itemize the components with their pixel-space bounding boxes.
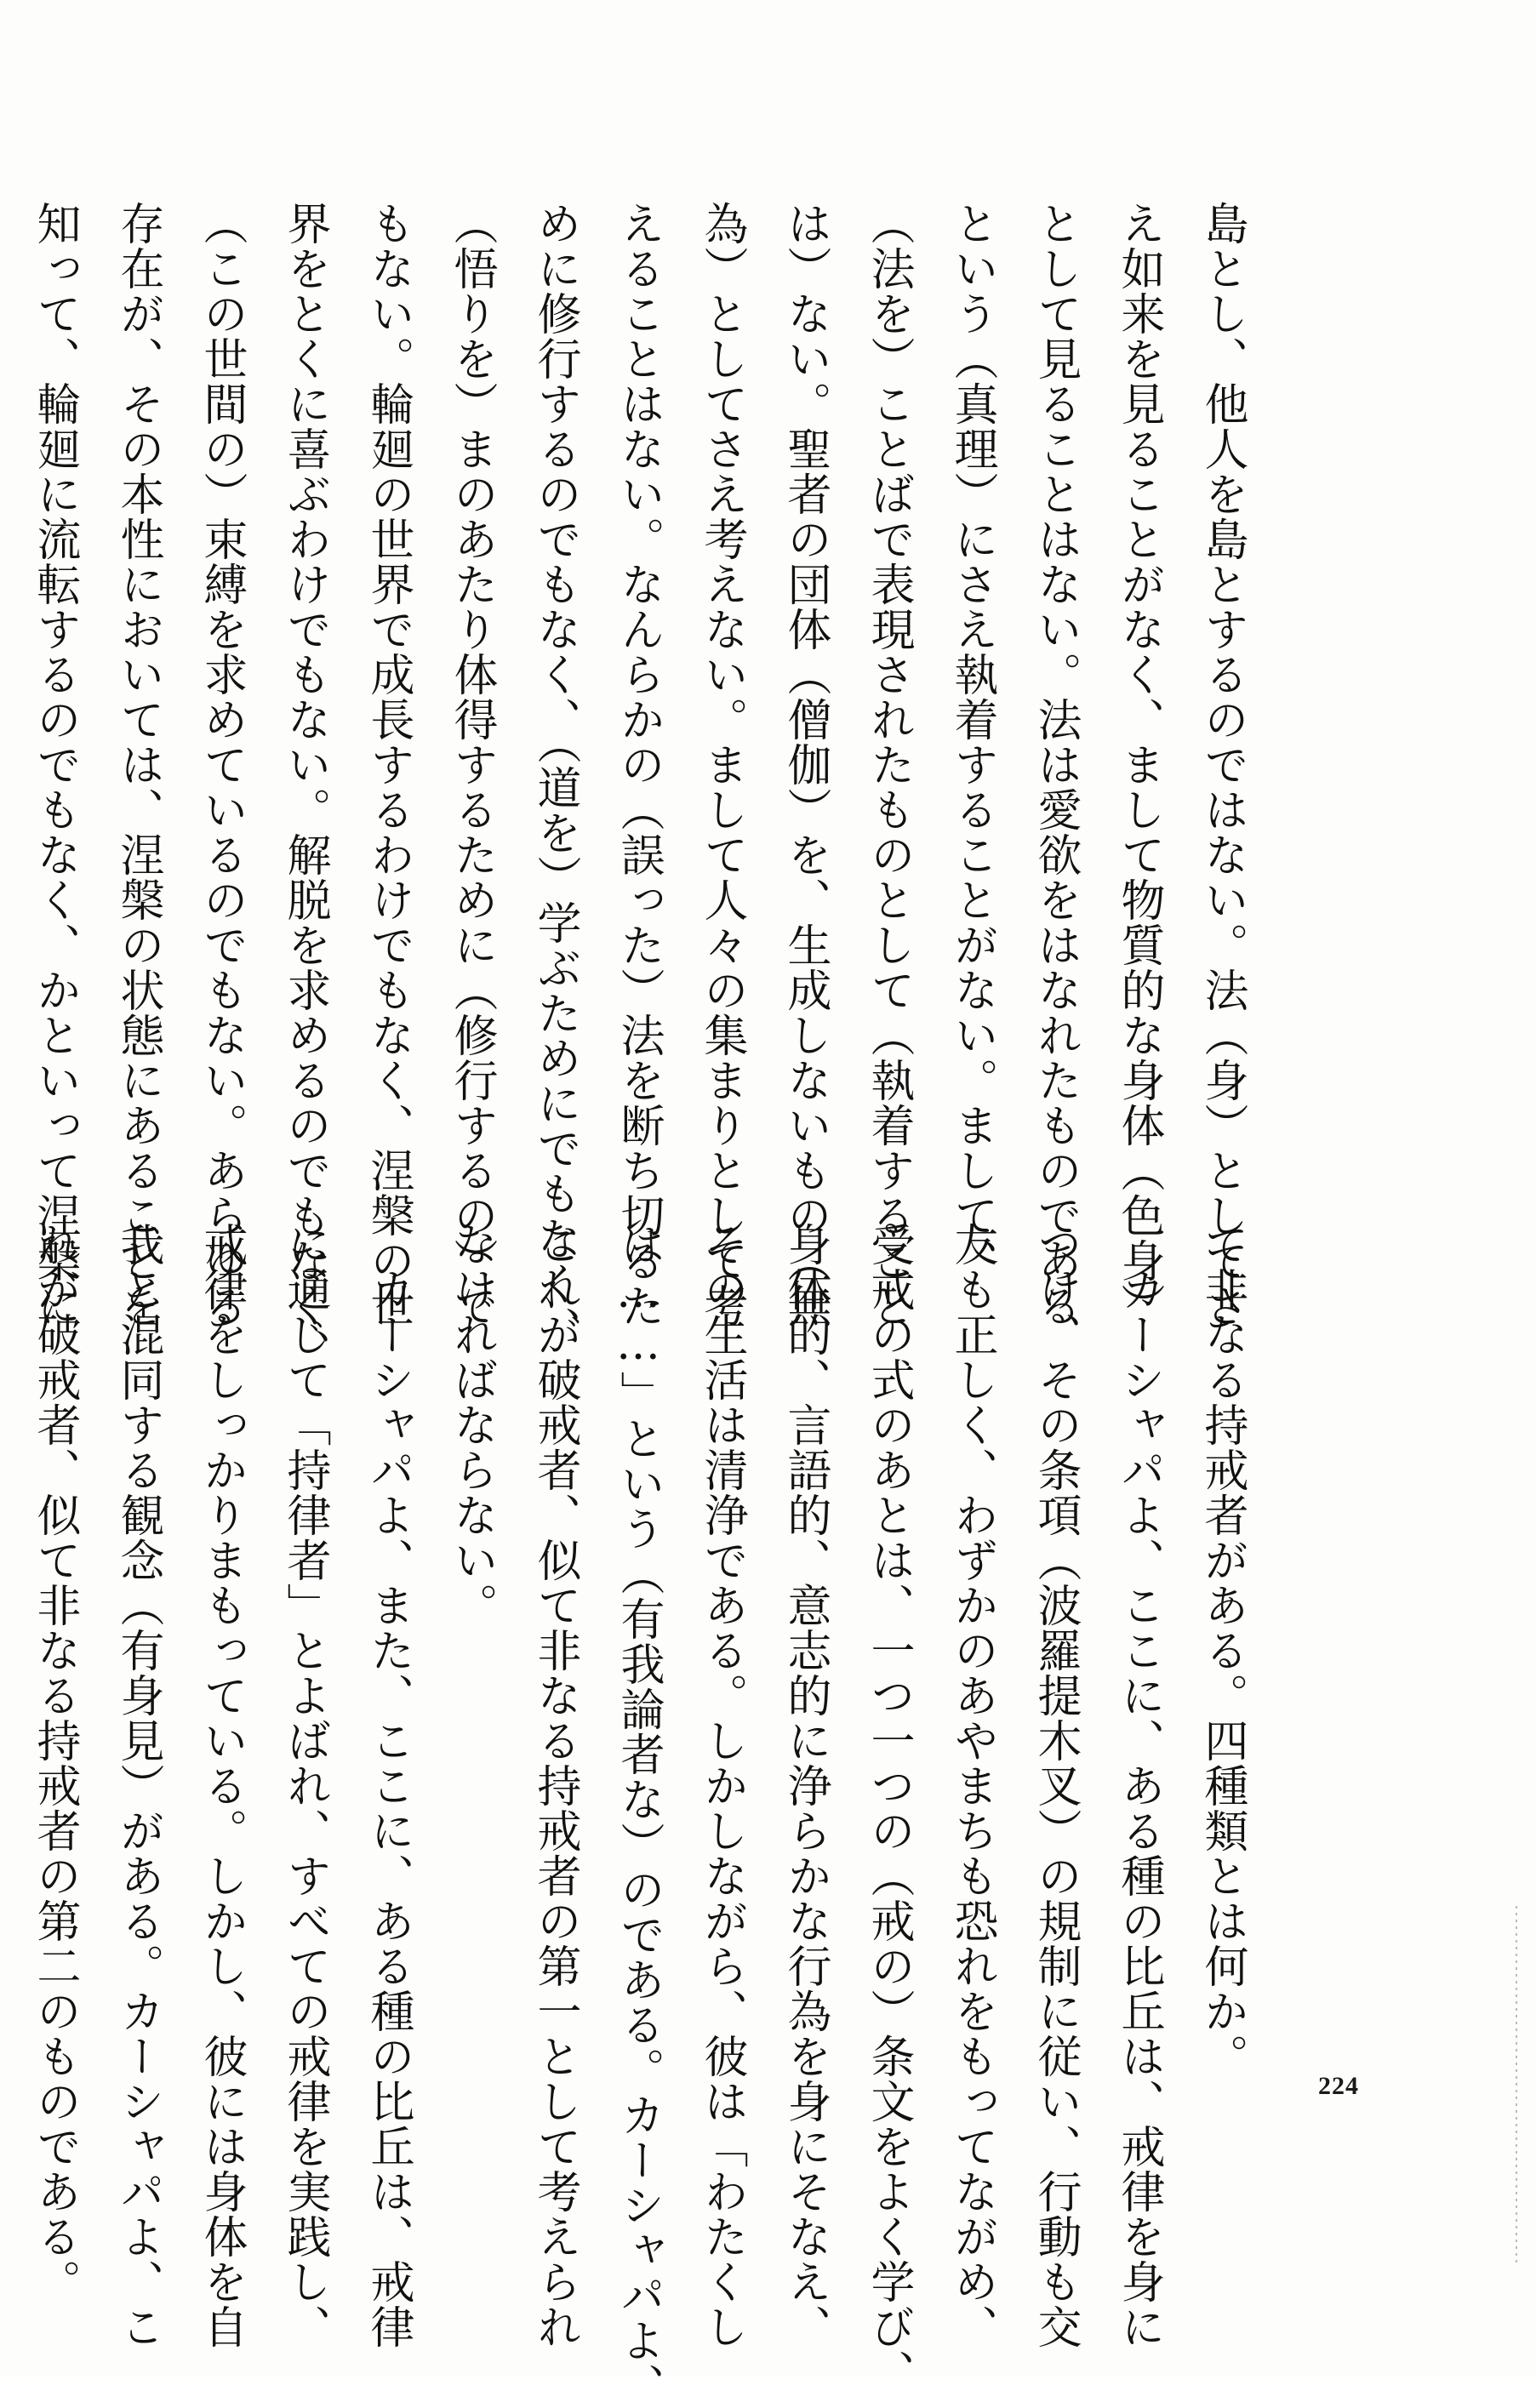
text-line [0, 1222, 13, 2175]
lower-text-block [29, 1222, 1264, 2408]
text-line: え如来を見ることがなく、まして物質的な身体（色身） [1113, 201, 1164, 1328]
text-line: つけ、その条項（波羅提木叉）の規制に従い、行動も交 [1030, 1222, 1081, 2349]
text-line: 為）としてさえ考えない。まして人々の集まりとして考 [696, 201, 747, 1328]
upper-text-block [29, 201, 1264, 1373]
text-line: は……」という（有我論者な）のである。カーシャパよ、 [613, 1222, 664, 2408]
text-line: という（真理）にさえ執着することがない。まして、 [946, 201, 997, 1283]
text-line: は）ない。聖者の団体（僧伽）を、生成しないもの（無 [779, 201, 831, 1328]
text-line: カーシャパよ、ここに、ある種の比丘は、戒律を身に [1113, 1222, 1164, 2349]
text-line: えることはない。なんらかの（誤った）法を断ち切るた [613, 201, 664, 1328]
text-line: これが破戒者、似て非なる持戒者の第一として考えられ [529, 1222, 580, 2349]
text-line: なければならない。 [446, 1222, 497, 1628]
text-line: として見ることはない。法は愛欲をはなれたものである [1030, 201, 1081, 1328]
text-line: （法を）ことばで表現されたものとして（執着すること [863, 201, 914, 1328]
text-line: めに修行するのでもなく、（道を）学ぶためにでもなく、 [529, 201, 580, 1351]
text-line [0, 201, 13, 1222]
page-edge-divider [1516, 1906, 1517, 2263]
text-line: 界をとくに喜ぶわけでもない。解脱を求めるのでもなく、 [279, 201, 330, 1373]
text-line: 知って、輪廻に流転するのでもなく、かといって涅槃に [29, 201, 80, 1328]
text-line: 島とし、他人を島とするのではない。法（身）としてさ [1196, 201, 1248, 1328]
text-line: 身体的、言語的、意志的に浄らかな行為を身にそなえ、 [779, 1222, 831, 2349]
page-number: 224 [1318, 2072, 1359, 2100]
text-line: 受戒の式のあとは、一つ一つの（戒の）条文をよく学び、 [863, 1222, 914, 2394]
text-line: もない。輪廻の世界で成長するわけでもなく、涅槃の世 [363, 201, 414, 1328]
text-line: 友も正しく、わずかのあやまちも恐れをもってながめ、 [946, 1222, 997, 2349]
text-line: て非なる持戒者がある。四種類とは何か。 [1196, 1222, 1248, 2079]
text-line: （この世間の）束縛を求めているのでもない。あらゆる [196, 201, 247, 1328]
text-line: カーシャパよ、また、ここに、ある種の比丘は、戒律 [363, 1222, 414, 2349]
text-line: （悟りを）まのあたり体得するために（修行するの）で [446, 201, 497, 1328]
text-line: れが破戒者、似て非なる持戒者の第二のものである。 [29, 1222, 80, 2304]
text-line: 戒律をしっかりまもっている。しかし、彼には身体を自 [196, 1222, 247, 2349]
text-line: に通じて「持律者」とよばれ、すべての戒律を実践し、 [279, 1222, 330, 2349]
text-line: 我と混同する観念（有身見）がある。カーシャパよ、こ [112, 1222, 163, 2349]
text-line: その生活は清浄である。しかしながら、彼は「わたくし [696, 1222, 747, 2349]
text-line: 存在が、その本性においては、涅槃の状態にあることを [112, 201, 163, 1328]
